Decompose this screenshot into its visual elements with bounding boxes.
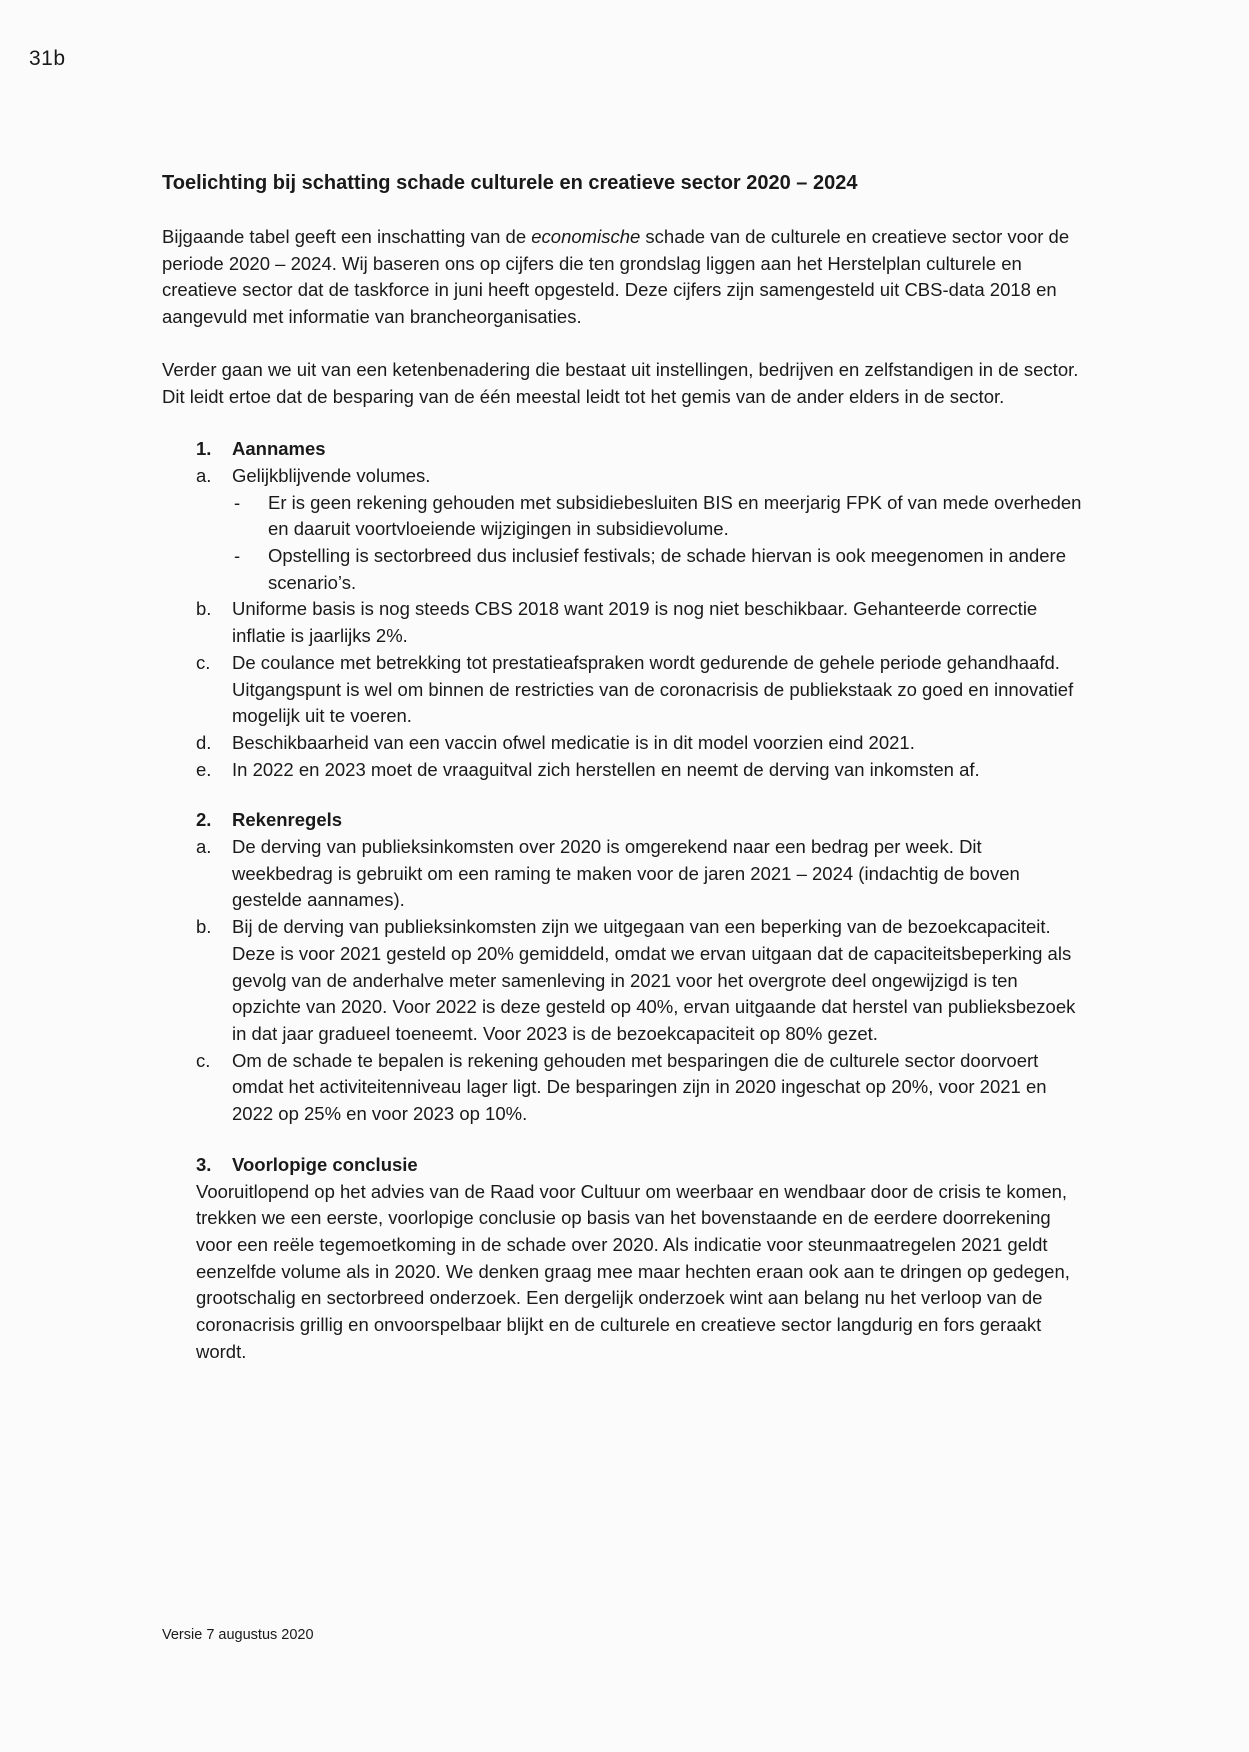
section-heading — [162, 436, 1082, 463]
list-item — [162, 914, 1082, 1048]
list-item — [162, 834, 1082, 914]
sub-list-bullet: - — [234, 491, 241, 513]
list-item-text: Om de schade te bepalen is rekening gehouden met besparingen die de culturele sector doorvoert omdat het activiteitenniveau lager ligt. De besparingen zijn in 2020 ingeschat op 20%, voor 2021 en 2022 op 25% en voor 2023 op 10%. — [232, 1049, 1047, 1125]
list-item — [162, 596, 1082, 649]
footer-version: Versie 7 augustus 2020 — [162, 1627, 314, 1643]
sub-list-text: Er is geen rekening gehouden met subsidiebesluiten BIS en meerjarig FPK of van mede overheden en daaruit voortvloeiende wijzigingen in subsidievolume. — [268, 491, 1082, 540]
section-title: Voorlopige conclusie — [232, 1153, 418, 1175]
intro-paragraph-1 — [162, 224, 1082, 331]
document-body — [162, 170, 1082, 1389]
intro-emphasis: economische — [531, 226, 641, 247]
list-item-text: Beschikbaarheid van een vaccin ofwel medicatie is in dit model voorzien eind 2021. — [232, 731, 915, 753]
section-heading — [162, 1152, 1082, 1179]
list-item — [162, 1048, 1082, 1128]
section-heading — [162, 807, 1082, 834]
list-item-text: Gelijkblijvende volumes. — [232, 464, 431, 486]
list-item-text: De derving van publieksinkomsten over 2020 is omgerekend naar een bedrag per week. Dit weekbedrag is gebruikt om een raming te maken voor de jaren 2021 – 2024 (indachtig de boven gestelde aannames). — [232, 836, 1020, 911]
document-title: Toelichting bij schatting schade culturele en creatieve sector 2020 – 2024 — [162, 172, 858, 194]
section-number: 1. — [196, 438, 212, 460]
list-item-text: In 2022 en 2023 moet de vraaguitval zich herstellen en neemt de derving van inkomsten af. — [232, 758, 980, 780]
intro-paragraph-2: Verder gaan we uit van een ketenbenadering die bestaat uit instellingen, bedrijven en zelfstandigen in de sector. Dit leidt ertoe dat de besparing van de één meestal leidt tot het gemis van de ander elders in de sector. — [162, 358, 1079, 407]
list-item-letter: a. — [196, 464, 212, 486]
list-item-letter: a. — [196, 836, 212, 858]
section-title: Rekenregels — [232, 809, 343, 831]
list-item-letter: d. — [196, 731, 212, 753]
list-item-letter: b. — [196, 916, 212, 938]
sub-list-item — [162, 490, 1082, 543]
list-item — [162, 730, 1082, 757]
list-item — [162, 650, 1082, 730]
section-number: 2. — [196, 809, 212, 831]
list-item — [162, 757, 1082, 784]
list-item-letter: c. — [196, 1049, 211, 1071]
section-rekenregels — [162, 807, 1082, 1127]
list-item-letter: c. — [196, 651, 211, 673]
sub-list-bullet: - — [234, 545, 241, 567]
list-item-text: Bij de derving van publieksinkomsten zijn we uitgegaan van een beperking van de bezoekcapaciteit. Deze is voor 2021 gesteld op 20% gemiddeld, omdat we ervan uitgaan dat de capaciteitsbeperking als gevolg van de anderhalve meter samenleving in 2021 voor het overgrote deel ongewijzigd is ten opzichte van 2020. Voor 2022 is deze gesteld op 40%, ervan uitgaande dat herstel van publieksbezoek in dat jaar gradueel toeneemt. Voor 2023 is de bezoekcapaciteit op 80% gezet. — [232, 916, 1076, 1044]
list-item-letter: e. — [196, 758, 212, 780]
sub-list-item — [162, 543, 1082, 596]
section-title: Aannames — [232, 438, 326, 460]
conclusion-paragraph: Vooruitlopend op het advies van de Raad voor Cultuur om weerbaar en wendbaar door de crisis te komen, trekken we een eerste, voorlopige conclusie op basis van het bovenstaande en de eerdere doorrekening voor een reële tegemoetkoming in de schade over 2020. Als indicatie voor steunmaatregelen 2021 geldt eenzelfde volume als in 2020. We denken graag mee maar hechten eraan ook aan te dringen op gedegen, grootschalig en sectorbreed onderzoek. Een dergelijk onderzoek wint aan belang nu het verloop van de coronacrisis grillig en onvoorspelbaar blijkt en de culturele en creatieve sector langdurig en fors geraakt wordt. — [196, 1180, 1070, 1362]
intro-text-start: Bijgaande tabel geeft een inschatting van de — [162, 226, 532, 247]
page-number: 31b — [29, 47, 66, 70]
intro-text-end: schade van de culturele en creatieve sector voor de periode 2020 – 2024. Wij baseren ons op cijfers die ten grondslag liggen aan het Herstelplan culturele en creatieve sector dat de taskforce in juni heeft opgesteld. Deze cijfers zijn samengesteld uit CBS-data 2018 en aangevuld met informatie van brancheorganisaties. — [162, 226, 1070, 328]
list-item-text: Uniforme basis is nog steeds CBS 2018 want 2019 is nog niet beschikbaar. Gehanteerde correctie inflatie is jaarlijks 2%. — [232, 598, 1038, 647]
list-item-text: De coulance met betrekking tot prestatieafspraken wordt gedurende de gehele periode gehandhaafd. Uitgangspunt is wel om binnen de restricties van de coronacrisis de publiekstaak zo goed en innovatief mogelijk uit te voeren. — [232, 651, 1074, 727]
list-item — [162, 463, 1082, 490]
sub-list-text: Opstelling is sectorbreed dus inclusief festivals; de schade hiervan is ook meegenomen in andere scenario’s. — [268, 545, 1067, 593]
section-aannames — [162, 436, 1082, 783]
section-number: 3. — [196, 1153, 212, 1175]
section-conclusie — [162, 1152, 1082, 1366]
list-item-letter: b. — [196, 598, 212, 620]
